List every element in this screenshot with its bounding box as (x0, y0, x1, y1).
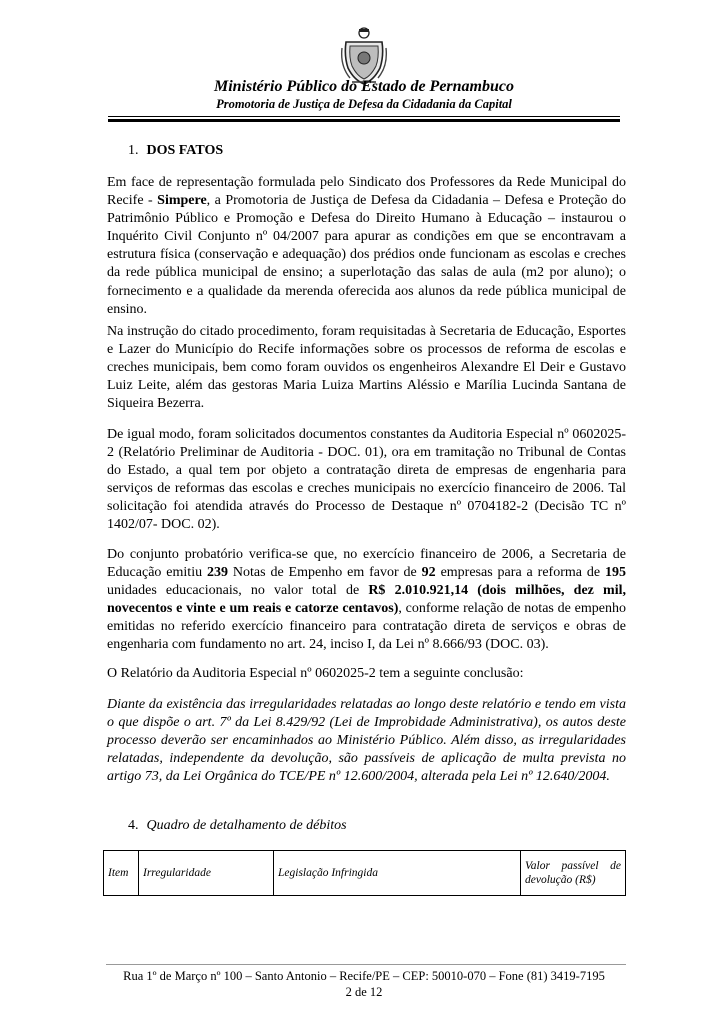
text-run-bold: 239 (206, 565, 228, 581)
text-run: Do conjunto probatório verifica-se que, no exercício financeiro de 2006, a Secretaria de Educação emitiu (107, 547, 626, 581)
text-run: , a Promotoria de Justiça de Defesa da Cidadania – Defesa e Proteção do Patrimônio Público e Promoção e Defesa do Direito Humano à Educação – instaurou o Inquérito Civil Conjunto nº 04/2007 para apurar as condições em que se encontravam a estrutura física (conservação e adequação) dos prédios onde funcionam as escolas e creches da rede pública municipal de ensino; a superlotação das salas de aula (m2 por aluno); o fornecimento e a qualidade da merenda oferecida aos alunos da rede pública municipal de ensino. (107, 193, 626, 317)
text-run: empresas para a reforma de (435, 565, 605, 581)
org-title: Ministério Público do Estado de Pernambuco (213, 78, 514, 95)
footer-rule (106, 964, 626, 965)
text-run: , conforme relação de notas de empenho emitidas no referido exercício financeiro para contratação direta de serviços e obras de engenharia com fundamento no art. 24, inciso I, da Lei nº 8.666/93 (DOC. 03). (107, 601, 626, 653)
header-rule-thick (108, 119, 620, 122)
section-title: DOS FATOS (146, 143, 224, 158)
table-header-row (104, 851, 626, 896)
text-run-bold: 195 (604, 565, 626, 581)
section-title: Quadro de detalhamento de débitos (146, 818, 347, 833)
text-run-bold: R$ 2.010.921,14 (dois milhões, dez mil, novecentos e vinte e um reais e catorze centavos) (107, 583, 626, 617)
section-number: 4. (128, 818, 139, 833)
paragraph-report-quote: Diante da existência das irregularidades relatadas ao longo deste relatório e tendo em vista o que dispõe o art. 7º da Lei 8.429/92 (Lei de Improbidade Administrativa), os autos deste processo deverão ser encaminhados ao Ministério Público. Além disso, as irregularidades relatadas, independente da devolução, são passíveis de aplicação de multa prevista no artigo 73, da Lei Orgânica do TCE/PE nº 12.600/2004, alterada pela Lei nº 12.640/2004. (107, 697, 626, 785)
text-run-bold: Simpere (157, 193, 207, 209)
text-run-bold: 92 (421, 565, 436, 581)
section-heading-quadro (128, 817, 347, 834)
org-subtitle: Promotoria de Justiça de Defesa da Cidadania da Capital (216, 97, 512, 111)
footer-page-number: 2 de 12 (345, 985, 383, 999)
debts-table (103, 850, 626, 896)
column-header-irregularidade: Irregularidade (139, 851, 274, 896)
paragraph-instruction: Na instrução do citado procedimento, foram requisitadas à Secretaria de Educação, Esportes e Lazer do Município do Recife informações sobre os processos de reforma de escolas e creches municipais, bem como foram ouvidos os engenheiros Alexandre El Deir e Gustavo Luiz Leite, além das gestoras Maria Luiza Martins Aléssio e Marília Lucinda Santana de Siqueira Bezerra. (107, 324, 626, 412)
column-header-legislacao: Legislação Infringida (274, 851, 521, 896)
text-run: Em face de representação formulada pelo Sindicato dos Professores da Rede Municipal do Recife - (107, 175, 626, 209)
text-run: Notas de Empenho em favor de (227, 565, 422, 581)
column-header-item: Item (104, 851, 139, 896)
column-header-valor: Valor passível de devolução (R$) (521, 851, 626, 896)
text-run: unidades educacionais, no valor total de (107, 583, 369, 599)
section-heading-dos-fatos (128, 142, 223, 159)
footer-address: Rua 1º de Março nº 100 – Santo Antonio – Recife/PE – CEP: 50010-070 – Fone (81) 3419-7195 (123, 969, 605, 983)
paragraph-evidence (107, 546, 626, 655)
header-rule-thin (108, 116, 620, 117)
section-number: 1. (128, 143, 139, 158)
paragraph-report-intro: O Relatório da Auditoria Especial nº 0602025-2 tem a seguinte conclusão: (107, 666, 524, 681)
paragraph-documents: De igual modo, foram solicitados documentos constantes da Auditoria Especial nº 0602025-2 (Relatório Preliminar de Auditoria - DOC. 01), ora em tramitação no Tribunal de Contas do Estado, a qual tem por objeto a contratação direta de empresas de engenharia para serviços de reformas das escolas e creches municipais no exercício financeiro de 2006. Tal solicitação foi atendida através do Processo de Destaque nº 0704182-2 (Decisão TC nº 1402/07- DOC. 02). (107, 427, 626, 533)
paragraph-representation (107, 174, 626, 319)
